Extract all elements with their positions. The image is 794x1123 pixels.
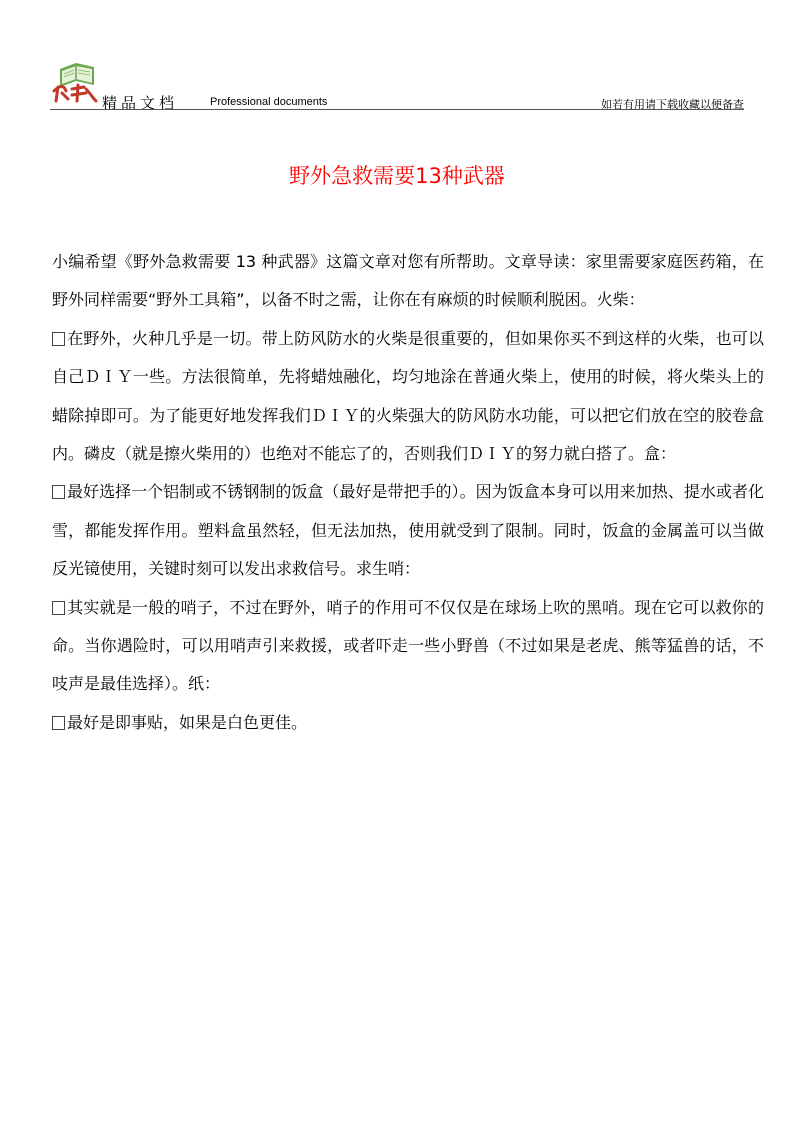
paragraph-text: 最好是即事贴，如果是白色更佳。 (67, 712, 308, 732)
bullet-box-icon (52, 601, 65, 615)
header-divider (50, 109, 744, 110)
header-subtitle: Professional documents (210, 96, 328, 108)
bullet-box-icon (52, 716, 65, 730)
paragraph-text: 最好选择一个铝制或不锈钢制的饭盒（最好是带把手的）。因为饭盒本身可以用来加热、提水或者化雪，都能发挥作用。塑料盒虽然轻，但无法加热，使用就受到了限制。同时，饭盒的金属盖可以当做反光镜使用，关键时刻可以发出求救信号。求生哨： (52, 482, 764, 579)
paragraph-text: 其实就是一般的哨子，不过在野外，哨子的作用可不仅仅是在球场上吹的黑哨。现在它可以救你的命。当你遇险时，可以用哨声引来救援，或者吓走一些小野兽（不过如果是老虎、熊等猛兽的话，不吱声是最佳选择）。纸： (52, 597, 764, 694)
bullet-box-icon (52, 485, 65, 499)
matches-paragraph (52, 320, 764, 474)
paper-paragraph (52, 704, 764, 742)
header-note: 如若有用请下载收藏以便备查 (601, 98, 744, 111)
bullet-box-icon (52, 332, 65, 346)
header-title: 精品文档 (102, 94, 179, 112)
paragraph-text: 小编希望《野外急救需要 13 种武器》这篇文章对您有所帮助。文章导读：家里需要家庭医药箱，在野外同样需要“野外工具箱”，以备不时之需，让你在有麻烦的时候顺利脱困。火柴： (52, 252, 764, 310)
paragraph-text: 在野外，火种几乎是一切。带上防风防水的火柴是很重要的，但如果你买不到这样的火柴，也可以自己ＤＩＹ一些。方法很简单，先将蜡烛融化，均匀地涂在普通火柴上，使用的时候，将火柴头上的蜡除掉即可。为了能更好地发挥我们ＤＩＹ的火柴强大的防风防水功能，可以把它们放在空的胶卷盒内。磷皮（就是擦火柴用的）也绝对不能忘了的，否则我们ＤＩＹ的努力就白搭了。盒： (52, 328, 764, 464)
book-logo-icon (50, 55, 102, 105)
document-title: 野外急救需要13种武器 (289, 164, 505, 188)
document-body (52, 243, 764, 742)
intro-paragraph (52, 243, 764, 320)
lunchbox-paragraph (52, 473, 764, 588)
page-header (0, 0, 794, 115)
whistle-paragraph (52, 589, 764, 704)
